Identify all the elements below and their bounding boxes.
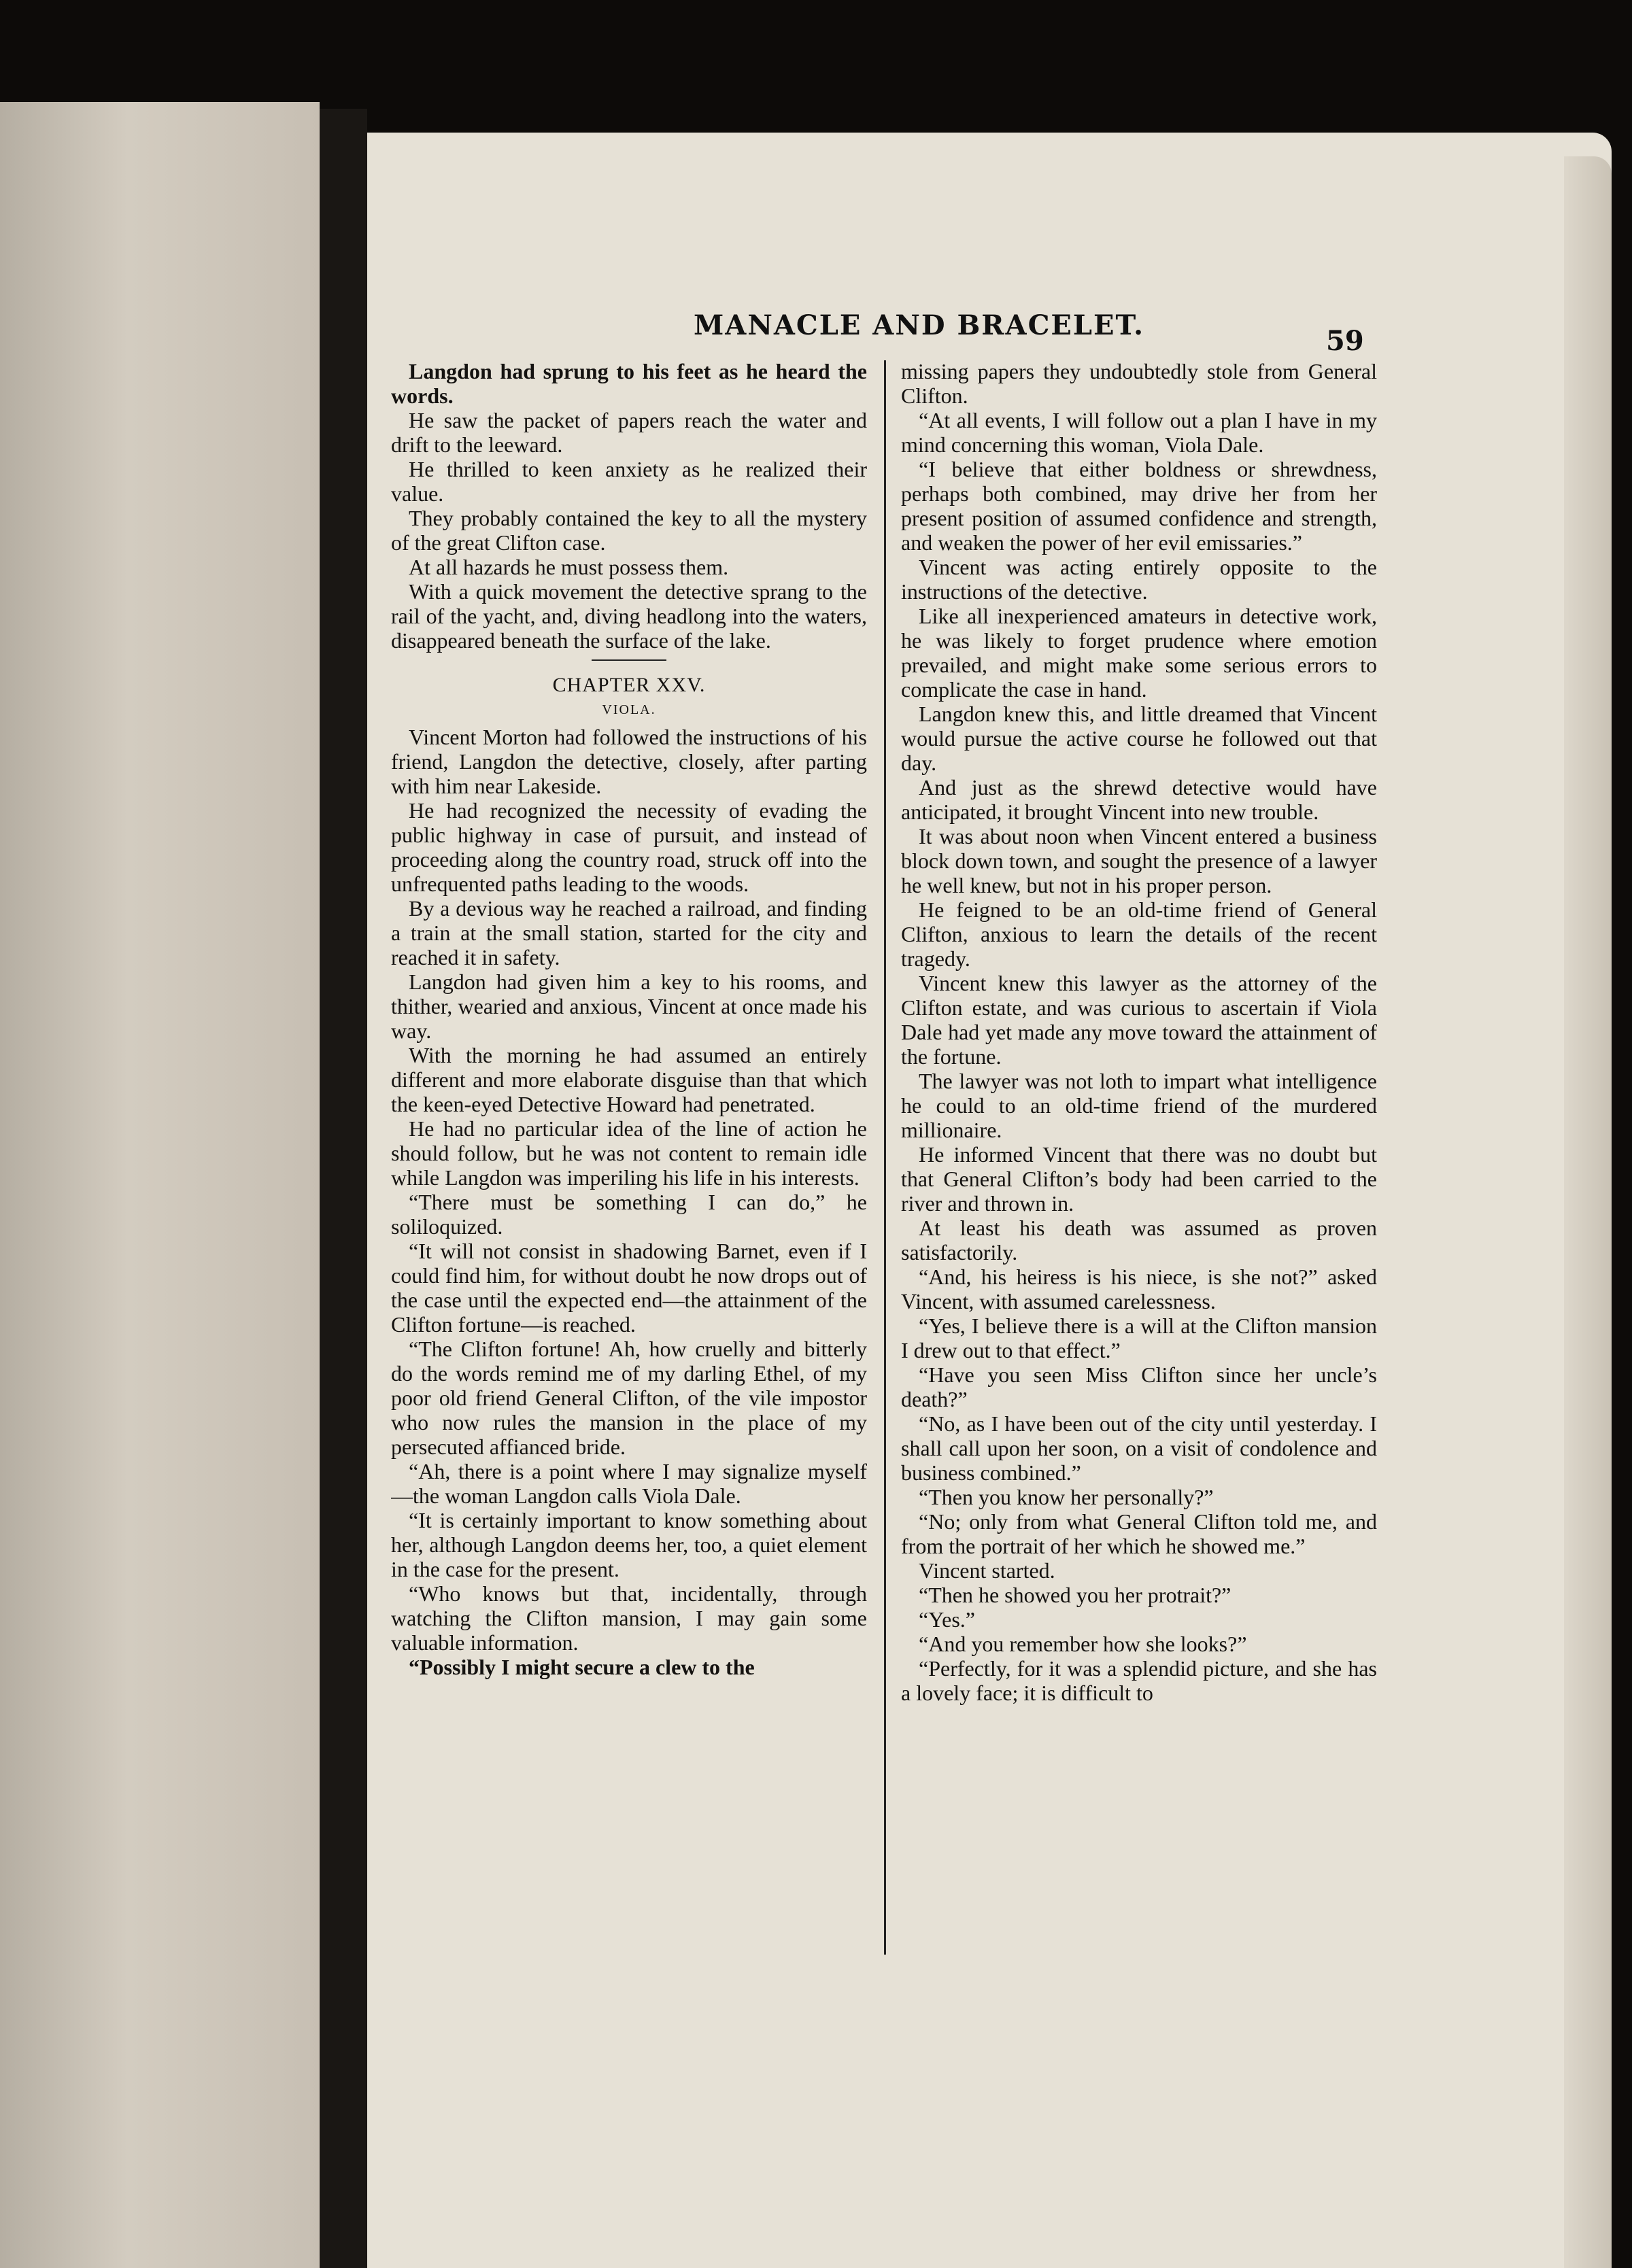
- paragraph: He had no particular idea of the line of action he should follow, but he was not content to remain idle while Langdon was imperiling his life in his interests.: [391, 1116, 867, 1190]
- chapter-rule: [592, 659, 666, 661]
- paragraph: At least his death was assumed as proven satisfactorily.: [901, 1216, 1377, 1265]
- paragraph: “There must be something I can do,” he soliloquized.: [391, 1190, 867, 1239]
- paragraph: The lawyer was not loth to impart what intelligence he could to an old-time friend of the murdered millionaire.: [901, 1069, 1377, 1142]
- chapter-subtitle: VIOLA.: [602, 702, 656, 717]
- page-number: 59: [1326, 325, 1364, 357]
- paragraph: With a quick movement the detective sprang to the rail of the yacht, and, diving headlong into the waters, disappeared beneath the surface of the lake.: [391, 579, 867, 653]
- paragraph: “No, as I have been out of the city until yesterday. I shall call upon her soon, on a visit of condolence and business combined.”: [901, 1411, 1377, 1485]
- paragraph: He thrilled to keen anxiety as he realized their value.: [391, 457, 867, 506]
- paragraph: It was about noon when Vincent entered a business block down town, and sought the presence of a lawyer he well knew, but not in his proper person.: [901, 824, 1377, 897]
- left-column: [391, 359, 867, 1943]
- chapter-heading: CHAPTER XXV.: [552, 674, 706, 696]
- paragraph: “At all events, I will follow out a plan I have in my mind concerning this woman, Viola Dale.: [901, 408, 1377, 457]
- running-head: MANACLE AND BRACELET.: [694, 309, 1145, 341]
- paragraph: “The Clifton fortune! Ah, how cruelly and bitterly do the words remind me of my darling Ethel, of my poor old friend General Clifton, of the vile impostor who now rules the mansion in the place of my persecuted affianced bride.: [391, 1337, 867, 1459]
- paragraph: “No; only from what General Clifton told me, and from the portrait of her which he showed me.”: [901, 1509, 1377, 1558]
- paragraph: missing papers they undoubtedly stole from General Clifton.: [901, 359, 1377, 408]
- page-edge: [1564, 156, 1612, 2268]
- paragraph: “Yes.”: [919, 1607, 975, 1632]
- paragraph: Vincent was acting entirely opposite to the instructions of the detective.: [901, 555, 1377, 604]
- paragraph: Vincent started.: [919, 1558, 1055, 1583]
- paragraph: He saw the packet of papers reach the water and drift to the leeward.: [391, 408, 867, 457]
- paragraph: “Yes, I believe there is a will at the Clifton mansion I drew out to that effect.”: [901, 1313, 1377, 1362]
- right-column: [901, 359, 1377, 1943]
- paragraph: He feigned to be an old-time friend of General Clifton, anxious to learn the details of the recent tragedy.: [901, 897, 1377, 971]
- paragraph: Like all inexperienced amateurs in detective work, he was likely to forget prudence where emotion prevailed, and might make some serious errors to complicate the case in hand.: [901, 604, 1377, 702]
- paragraph: He informed Vincent that there was no doubt but that General Clifton’s body had been carried to the river and thrown in.: [901, 1142, 1377, 1216]
- paragraph: “Then he showed you her protrait?”: [919, 1583, 1231, 1607]
- paragraph: Langdon knew this, and little dreamed that Vincent would pursue the active course he followed out that day.: [901, 702, 1377, 775]
- paragraph: “Perfectly, for it was a splendid picture, and she has a lovely face; it is difficult to: [901, 1656, 1377, 1705]
- paragraph: “Who knows but that, incidentally, through watching the Clifton mansion, I may gain some valuable information.: [391, 1581, 867, 1655]
- paragraph: “And you remember how she looks?”: [919, 1632, 1247, 1656]
- paragraph: “It will not consist in shadowing Barnet, even if I could find him, for without doubt he now drops out of the case until the expected end—the attainment of the Clifton fortune—is reached.: [391, 1239, 867, 1337]
- paragraph: “Have you seen Miss Clifton since her uncle’s death?”: [901, 1362, 1377, 1411]
- column-divider: [884, 360, 886, 1955]
- paragraph: “Ah, there is a point where I may signalize myself—the woman Langdon calls Viola Dale.: [391, 1459, 867, 1508]
- paragraph: “Then you know her personally?”: [919, 1485, 1214, 1509]
- paragraph: They probably contained the key to all the mystery of the great Clifton case.: [391, 506, 867, 555]
- paragraph: By a devious way he reached a railroad, and finding a train at the small station, started for the city and reached it in safety.: [391, 896, 867, 969]
- paragraph: “Possibly I might secure a clew to the: [409, 1655, 755, 1679]
- paragraph: Langdon had given him a key to his rooms, and thither, wearied and anxious, Vincent at once made his way.: [391, 969, 867, 1043]
- paragraph: “I believe that either boldness or shrewdness, perhaps both combined, may drive her from her present position of assumed confidence and strength, and weaken the power of her evil emissaries.”: [901, 457, 1377, 555]
- facing-page: [0, 102, 320, 2268]
- paragraph: Vincent knew this lawyer as the attorney of the Clifton estate, and was curious to ascertain if Viola Dale had yet made any move toward the attainment of the fortune.: [901, 971, 1377, 1069]
- paragraph: With the morning he had assumed an entirely different and more elaborate disguise than that which the keen-eyed Detective Howard had penetrated.: [391, 1043, 867, 1116]
- paragraph: At all hazards he must possess them.: [409, 555, 729, 579]
- paragraph: He had recognized the necessity of evading the public highway in case of pursuit, and instead of proceeding along the country road, struck off into the unfrequented paths leading to the woods.: [391, 798, 867, 896]
- book-spine: [320, 109, 367, 2268]
- paragraph: Vincent Morton had followed the instructions of his friend, Langdon the detective, closely, after parting with him near Lakeside.: [391, 725, 867, 798]
- paragraph: Langdon had sprung to his feet as he heard the words.: [391, 359, 867, 408]
- paragraph: “And, his heiress is his niece, is she not?” asked Vincent, with assumed carelessness.: [901, 1265, 1377, 1313]
- paragraph: “It is certainly important to know something about her, although Langdon deems her, too, a quiet element in the case for the present.: [391, 1508, 867, 1581]
- paragraph: And just as the shrewd detective would have anticipated, it brought Vincent into new trouble.: [901, 775, 1377, 824]
